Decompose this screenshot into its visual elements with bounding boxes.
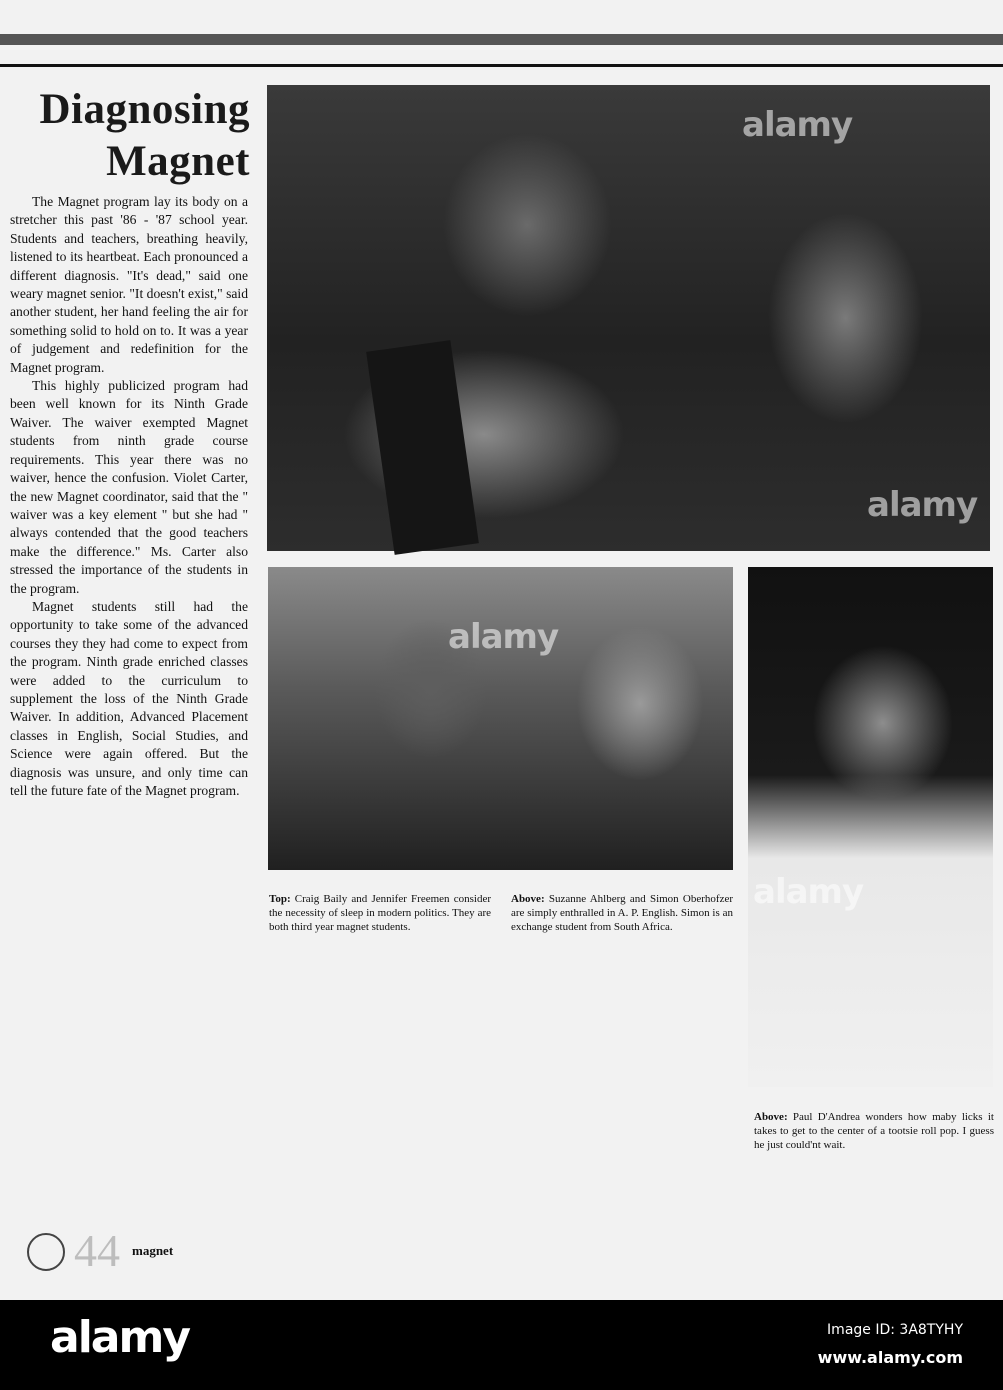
caption-text: Paul D'Andrea wonders how maby licks it takes to get to the center of a tootsie roll pop. I guess he just could'nt wait. [754, 1111, 994, 1151]
alamy-logo: alamy [50, 1312, 189, 1363]
caption-class-photo [511, 892, 733, 934]
watermark: alamy [753, 872, 864, 912]
image-id: Image ID: 3A8TYHY [827, 1322, 963, 1338]
paragraph: Magnet students still had the opportunity to take some of the advanced courses they they had come to expect from the program. Ninth grade enriched classes were added to the curriculum to supplement the loss of the Ninth Grade Waiver. In addition, Advanced Placement classes in English, Social Studies, and Science were again offered. But the diagnosis was unsure, and only time can tell the future fate of the Magnet program. [10, 598, 248, 798]
caption-portrait-photo [754, 1110, 994, 1152]
watermark: alamy [867, 485, 978, 525]
caption-lead: Above: [511, 893, 545, 905]
section-label: magnet [132, 1243, 174, 1258]
paragraph: This highly publicized program had been well known for its Ninth Grade Waiver. The waiver exempted Magnet students from ninth grade course requirements. This year there was no waiver, hence the confusion. Violet Carter, the new Magnet coordinator, said that the " waiver was a key element " but she had " always contended that the good teachers make the difference." Ms. Carter also stressed the importance of the students in the program. [10, 378, 248, 596]
site-url[interactable]: www.alamy.com [817, 1348, 963, 1367]
stock-footer [0, 1300, 1003, 1390]
caption-top-photo [269, 892, 491, 934]
photo-student-portrait [748, 567, 993, 1087]
photo-students-with-book [267, 85, 990, 551]
title-line-2: Magnet [106, 138, 250, 185]
article-body [10, 193, 248, 800]
top-rule [0, 64, 1003, 67]
watermark: alamy [742, 105, 853, 145]
caption-lead: Above: [754, 1111, 788, 1123]
caption-lead: Top: [269, 893, 291, 905]
school-seal-icon [27, 1233, 65, 1271]
watermark: alamy [448, 617, 559, 657]
title-line-1: Diagnosing [39, 86, 250, 133]
photo-students-in-class [268, 567, 733, 870]
caption-text: Suzanne Ahlberg and Simon Oberhofzer are simply enthralled in A. P. English. Simon is an exchange student from South Africa. [511, 893, 733, 933]
caption-text: Craig Baily and Jennifer Freemen consider the necessity of sleep in modern politics. They are both third year magnet students. [269, 893, 491, 933]
article-title [0, 84, 250, 188]
top-border-bar [0, 34, 1003, 45]
paragraph: The Magnet program lay its body on a stretcher this past '86 - '87 school year. Students and teachers, breathing heavily, listened to its heartbeat. Each pronounced a different diagnosis. "It's dead," said one weary magnet senior. "It doesn't exist," said another student, her hand feeling the air for something solid to hold on to. It was a year of judgement and redefinition for the Magnet program. [10, 194, 248, 375]
page-number: 44 [74, 1225, 120, 1276]
